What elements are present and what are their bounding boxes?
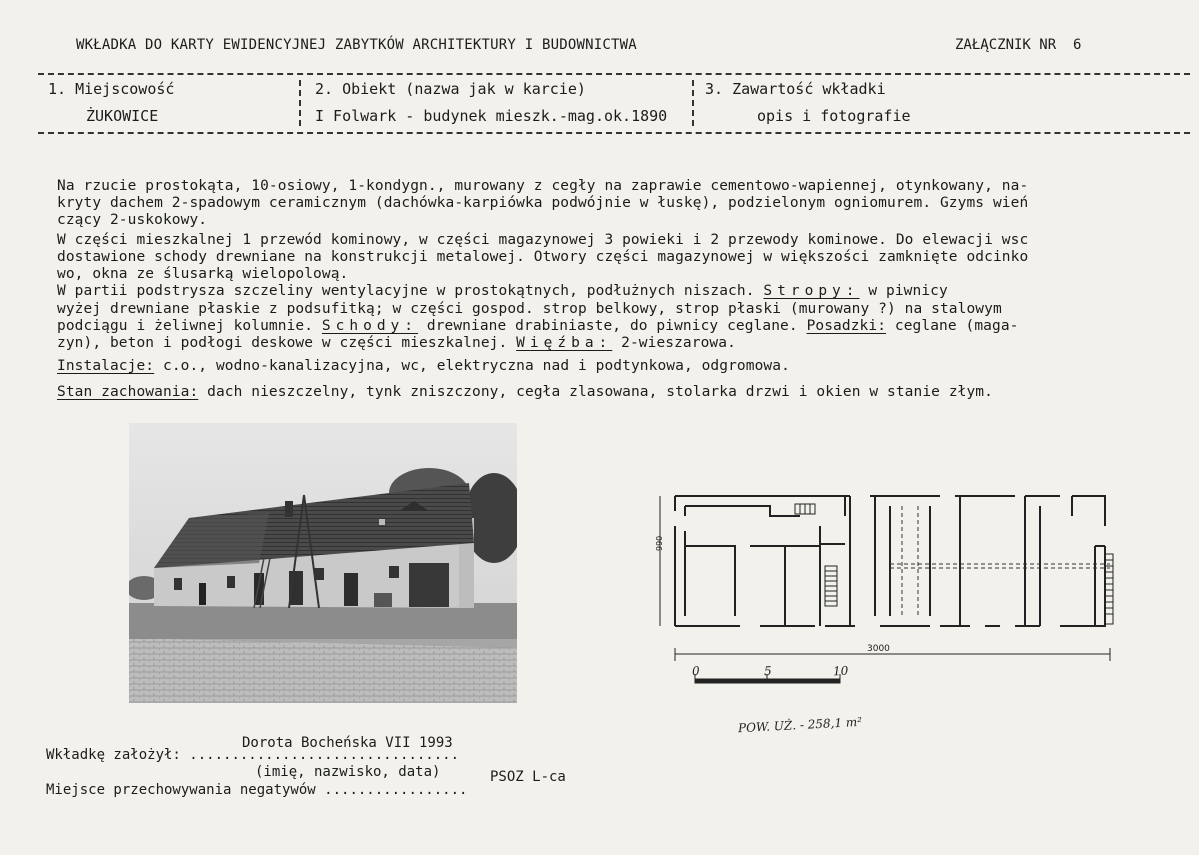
desc-line [57,318,1019,334]
object-label: 2. Obiekt (nazwa jak w karcie) [315,80,586,98]
author-dots: ................................ [189,747,460,763]
top-divider [38,73,1190,75]
building-photo [129,423,517,703]
desc-line: kryty dachem 2-spadowym ceramicznym (dachówka-karpiówka podwójnie w łuskę), podzielonym ogniomurem. Gzyms wień [57,195,1029,211]
place-label: 1. Miejscowość [48,80,175,98]
desc-line: dostawione schody drewniane na konstrukcji metalowej. Otwory części magazynowej w większości zamknięte odcinko [57,249,1029,265]
desc-text: W partii podstrysza szczeliny wentylacyjne w prostokątnych, podłużnych niszach. [57,283,755,299]
desc-text: dach nieszczelny, tynk zniszczony, cegła zlasowana, stolarka drzwi i okien w stanie złym. [207,384,993,400]
plan-width-dimension: 3000 [867,644,890,654]
form-title: WKŁADKA DO KARTY EWIDENCYJNEJ ZABYTKÓW ARCHITEKTURY I BUDOWNICTWA [76,37,637,53]
desc-text: podciągu i żeliwnej kolumnie. [57,318,314,334]
author-value: Dorota Bocheńska VII 1993 [242,735,453,751]
author-hint: (imię, nazwisko, data) [255,764,441,780]
section-heading-wiezba: Więźba: [516,335,613,351]
desc-line: Na rzucie prostokąta, 10-osiowy, 1-kondygn., murowany z cegły na zaprawie cementowo-wapiennej, otynkowany, na- [57,178,1029,194]
desc-line: W części mieszkalnej 1 przewód kominowy, w części magazynowej 3 powieki i 2 przewody kominowe. Do elewacji wsc [57,232,1029,248]
plan-scale-10: 10 [832,663,849,679]
section-heading-instalacje: Instalacje: [57,358,155,374]
storage-label: Miejsce przechowywania negatywów [46,782,316,798]
author-line [46,747,459,763]
desc-line: czący 2-uskokowy. [57,212,208,228]
field-separator-1 [299,80,301,126]
desc-line [57,335,736,351]
desc-text: w piwnicy [868,283,948,299]
field-separator-2 [692,80,694,126]
desc-text: 2-wieszarowa. [621,335,736,351]
section-heading-stan: Stan zachowania: [57,384,199,400]
section-heading-schody: Schody: [321,318,419,334]
plan-scale-5: 5 [763,663,773,679]
condition-line [57,384,993,400]
desc-text: c.o., wodno-kanalizacyjna, wc, elektryczna nad i podtynkowa, odgromowa. [162,358,790,374]
usable-area-note: POW. UŻ. - 258,1 m² [737,714,863,736]
desc-line [57,283,948,299]
desc-line: wyżej drewniane płaskie z podsufitką; w części gospod. strop belkowy, strop płaski (murowany ?) na stalowym [57,301,1002,317]
bottom-divider [38,132,1190,134]
place-value: ŻUKOWICE [86,107,159,125]
content-value: opis i fotografie [757,107,911,125]
desc-text: zyn), beton i podłogi deskowe w części mieszkalnej. [57,335,508,351]
attachment-number: ZAŁĄCZNIK NR 6 [955,37,1082,53]
storage-value: PSOZ L-ca [490,769,566,785]
storage-dots: ................. [324,782,468,798]
content-label: 3. Zawartość wkładki [705,80,886,98]
object-value: I Folwark - budynek mieszk.-mag.ok.1890 [315,107,668,125]
photo-illustration [129,423,517,703]
floor-plan-drawing [640,486,1130,686]
desc-text: drewniane drabiniaste, do piwnicy ceglane. [426,318,798,334]
installations-line [57,358,790,374]
storage-line [46,782,467,798]
section-heading-posadzki: Posadzki: [806,318,887,334]
plan-scale-0: 0 [691,663,701,679]
plan-depth-dimension: 990 [655,535,664,551]
floor-plan [640,486,1130,686]
desc-line: wo, okna ze ślusarką wielopolową. [57,266,349,282]
section-heading-stropy: Stropy: [763,283,860,299]
desc-text: ceglane (maga- [894,318,1019,334]
author-label: Wkładkę założył: [46,747,181,763]
